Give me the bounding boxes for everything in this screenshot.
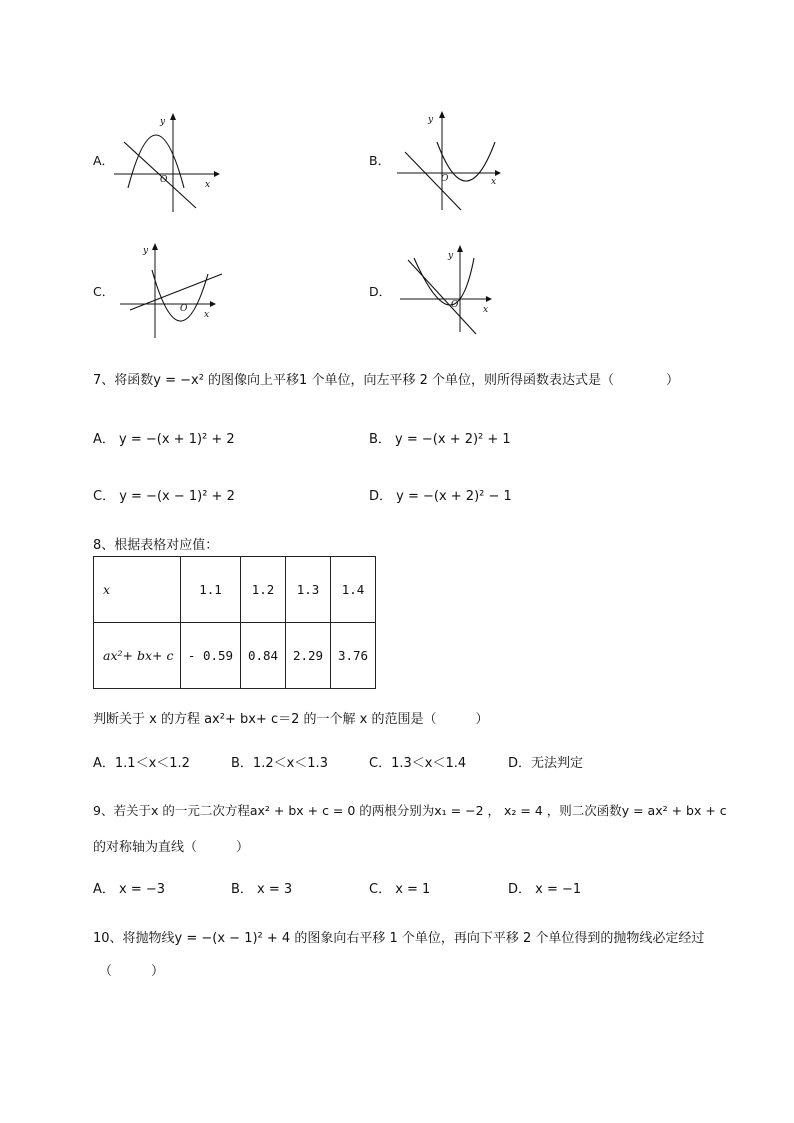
x-axis-label: x: [204, 310, 210, 320]
option-a-label[interactable]: A．: [93, 153, 115, 168]
q8-option-a[interactable]: A．1.1＜x＜1.2: [93, 756, 190, 771]
x-axis-label: x: [491, 177, 497, 187]
table-row: [94, 623, 376, 689]
y-axis-label: y: [428, 115, 434, 125]
q9-option-d[interactable]: D． x = −1: [508, 882, 582, 897]
option-b-label[interactable]: B．: [369, 153, 391, 168]
q10-stem-line2: （ ）: [99, 964, 165, 979]
table-cell: 0.84: [241, 623, 286, 689]
q8-option-c[interactable]: C．1.3＜x＜1.4: [369, 756, 467, 771]
table-cell: 1.1: [181, 557, 241, 623]
y-axis-label: y: [160, 117, 166, 127]
x-axis-label: x: [483, 305, 489, 315]
q9-stem-line2: 的对称轴为直线（ ）: [93, 840, 250, 855]
table-cell: 1.4: [331, 557, 376, 623]
graph-c: [118, 240, 228, 340]
q7-option-b[interactable]: B． y = −(x + 2)² + 1: [369, 432, 511, 447]
origin-label: O: [441, 174, 449, 184]
table-cell: x: [94, 557, 181, 623]
q7-stem: 7、将函数y = −x² 的图像向上平移1 个单位，向左平移 2 个单位，则所得函数表达式是（ ）: [93, 373, 679, 388]
table-row: [94, 557, 376, 623]
q9-option-c[interactable]: C． x = 1: [369, 882, 431, 897]
table-cell: 2.29: [286, 623, 331, 689]
origin-label: O: [160, 175, 168, 185]
table-cell: ax²+ bx+ c: [94, 623, 181, 689]
origin-label: O: [451, 300, 459, 310]
option-d-label[interactable]: D．: [369, 284, 392, 299]
q8-question: 判断关于 x 的方程 ax²+ bx+ c＝2 的一个解 x 的范围是（ ）: [93, 712, 489, 727]
q8-option-d[interactable]: D．无法判定: [508, 756, 584, 771]
q8-option-b[interactable]: B．1.2＜x＜1.3: [231, 756, 328, 771]
y-axis-label: y: [143, 246, 149, 256]
option-c-label[interactable]: C．: [93, 284, 115, 299]
q9-option-a[interactable]: A． x = −3: [93, 882, 166, 897]
value-table: [93, 556, 376, 689]
table-cell: 1.3: [286, 557, 331, 623]
table-cell: 3.76: [331, 623, 376, 689]
graph-a: [110, 108, 220, 216]
q9-stem-line1: 9、若关于x 的一元二次方程ax² + bx + c = 0 的两根分别为x₁ = −2 ， x₂ = 4 ，则二次函数y = ax² + bx + c: [93, 803, 727, 818]
origin-label: O: [180, 304, 188, 314]
q7-option-a[interactable]: A． y = −(x + 1)² + 2: [93, 432, 235, 447]
y-axis-label: y: [448, 251, 454, 261]
q9-option-b[interactable]: B． x = 3: [231, 882, 293, 897]
table-cell: 1.2: [241, 557, 286, 623]
q10-stem-line1: 10、将抛物线y = −(x − 1)² + 4 的图象向右平移 1 个单位，再向下平移 2 个单位得到的抛物线必定经过: [93, 931, 705, 946]
q7-option-c[interactable]: C． y = −(x − 1)² + 2: [93, 489, 235, 504]
q7-option-d[interactable]: D． y = −(x + 2)² − 1: [369, 489, 512, 504]
graph-b: [395, 108, 505, 216]
x-axis-label: x: [205, 180, 211, 190]
table-cell: - 0.59: [181, 623, 241, 689]
graph-d: [398, 242, 498, 342]
q8-stem: 8、根据表格对应值：: [93, 538, 219, 553]
